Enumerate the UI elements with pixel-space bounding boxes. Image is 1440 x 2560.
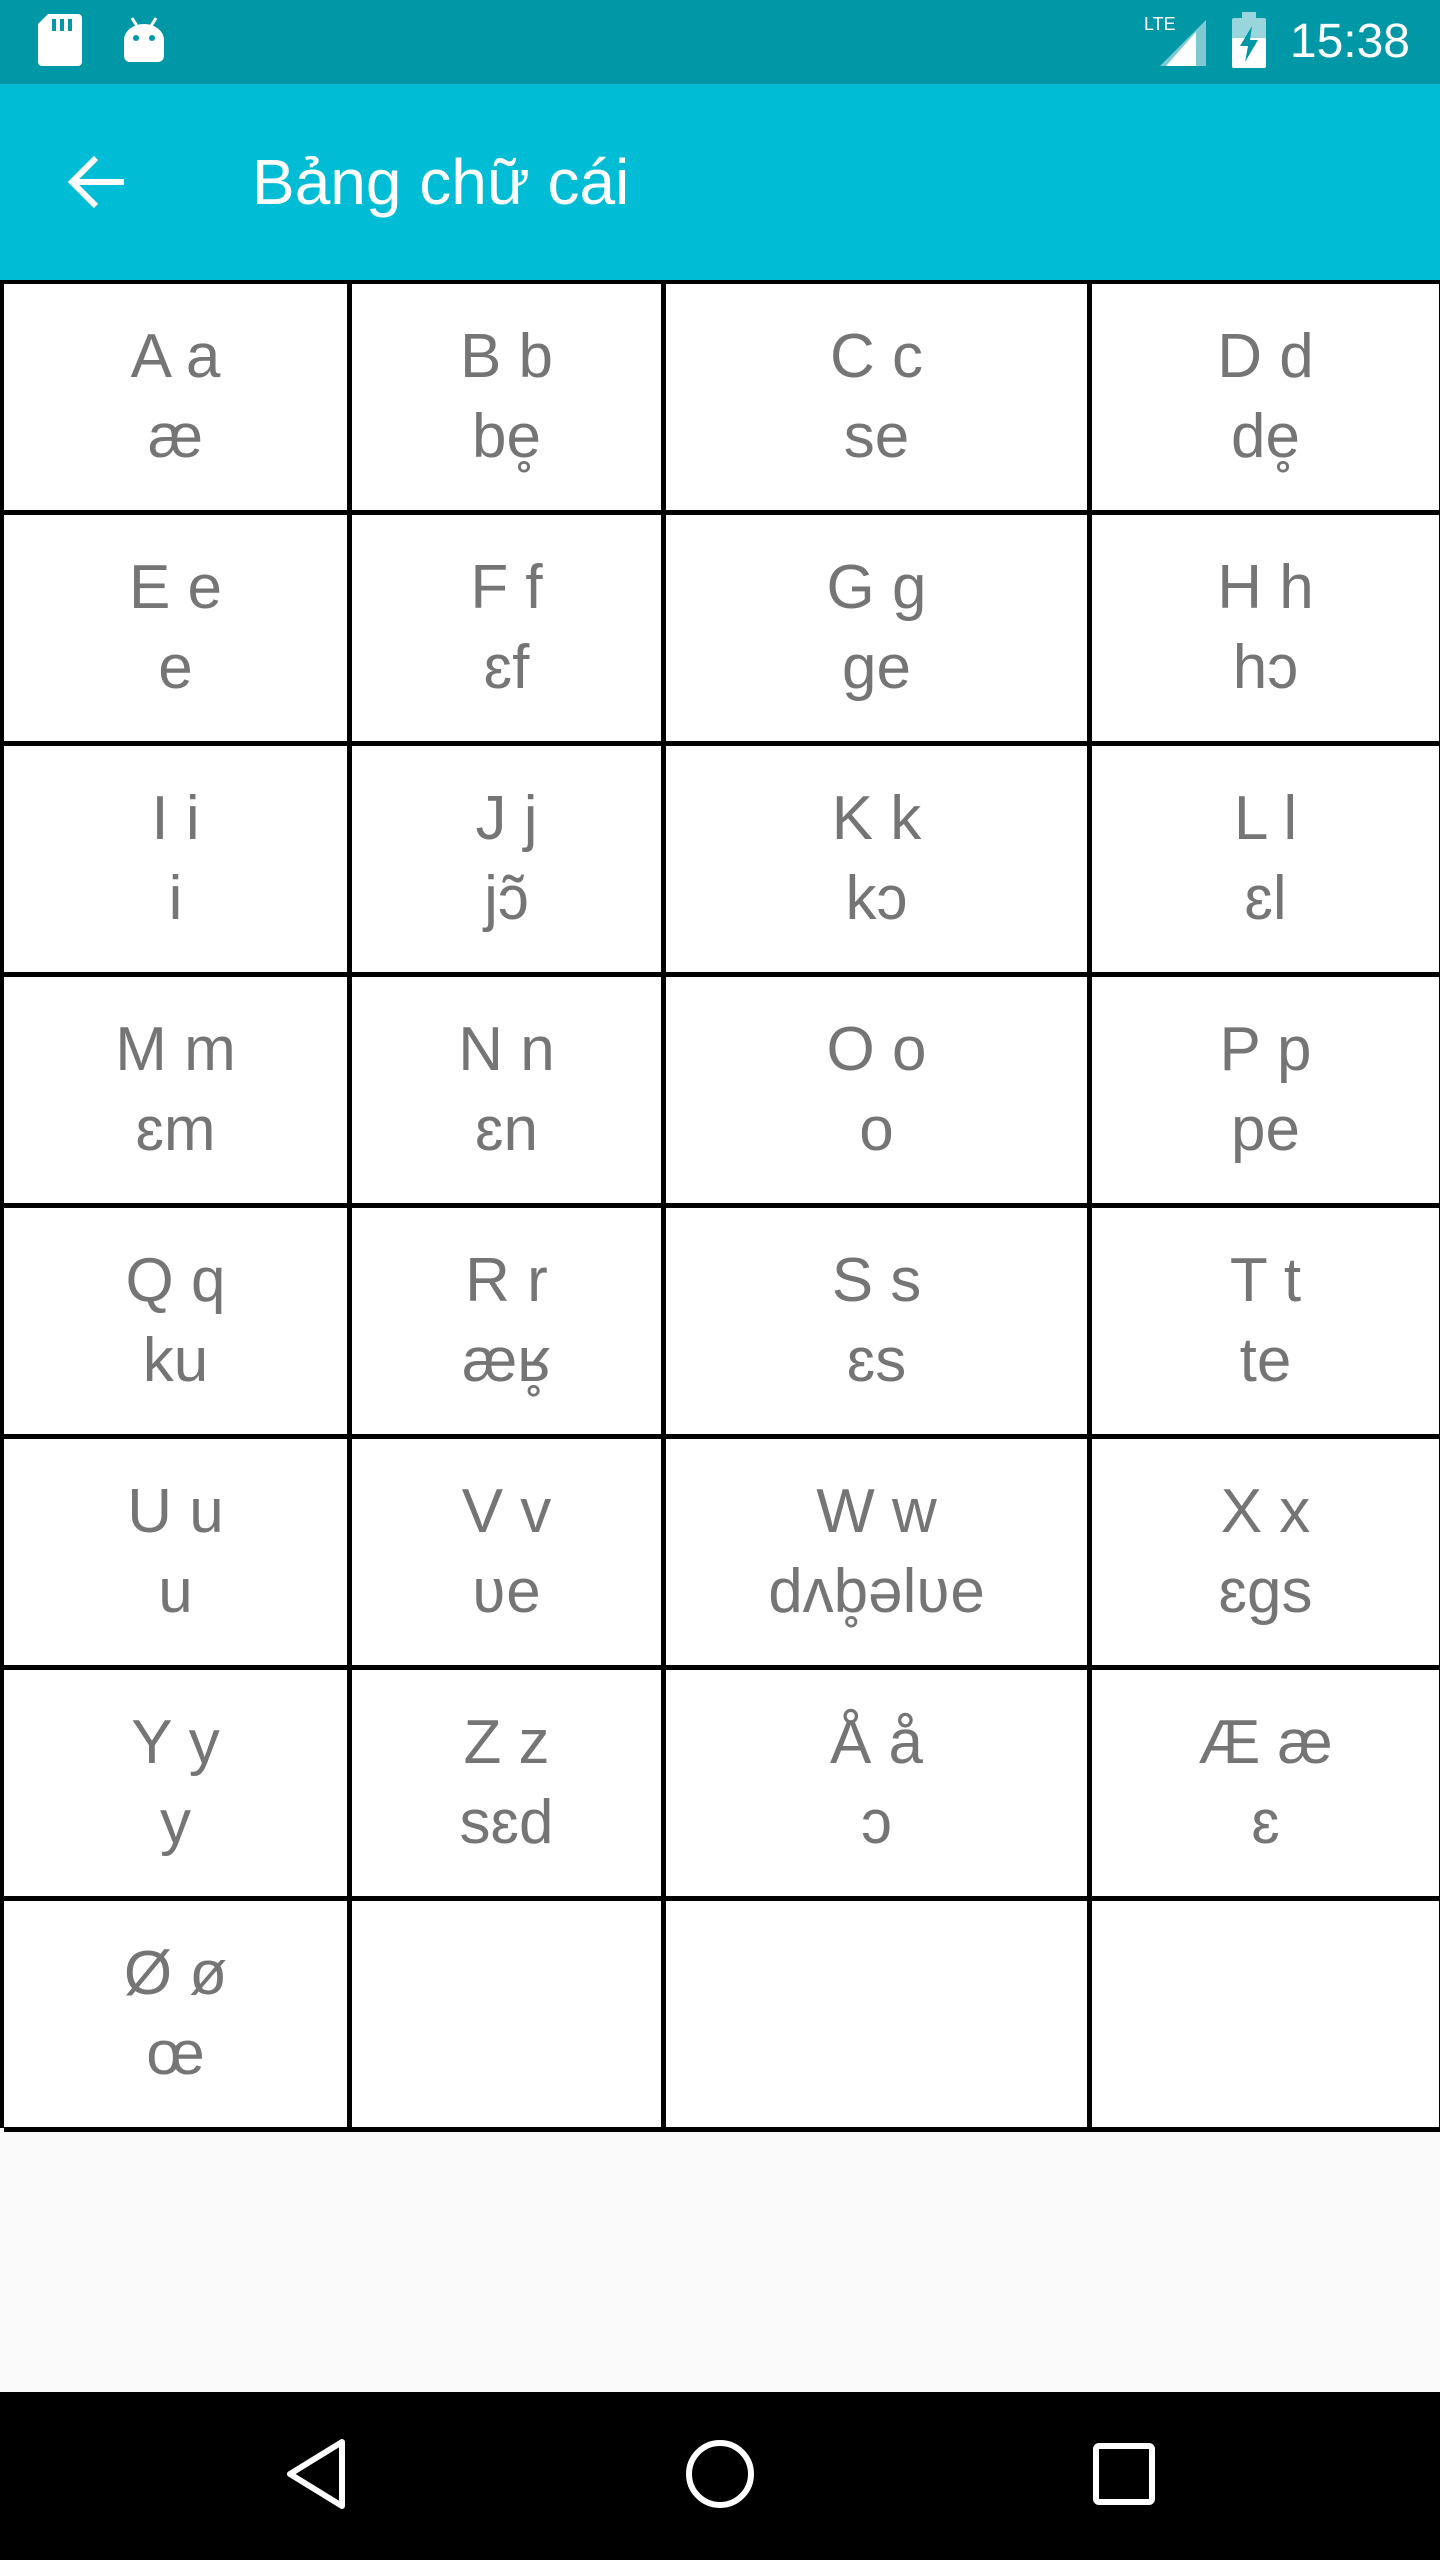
pronunciation-label: o xyxy=(859,1095,894,1164)
page-title: Bảng chữ cái xyxy=(252,146,630,218)
pronunciation-label: æ xyxy=(147,402,204,471)
pronunciation-label: ɛ xyxy=(1251,1788,1280,1857)
letter-cell[interactable] xyxy=(666,746,1092,977)
battery-charging-icon xyxy=(1232,12,1266,73)
pronunciation-label: æʁ̥ xyxy=(462,1326,551,1395)
lte-signal-icon xyxy=(1144,12,1208,73)
status-time: 15:38 xyxy=(1289,15,1410,68)
letter-label: L l xyxy=(1233,784,1298,853)
letter-cell[interactable] xyxy=(4,515,352,746)
letter-label: I i xyxy=(151,784,200,853)
letter-label: O o xyxy=(826,1015,927,1084)
letter-cell[interactable] xyxy=(1092,515,1440,746)
letter-label: M m xyxy=(115,1015,236,1084)
letter-cell[interactable] xyxy=(4,1670,352,1901)
letter-label: E e xyxy=(128,553,223,622)
letter-label: Q q xyxy=(125,1246,226,1315)
letter-label: Å å xyxy=(829,1708,924,1777)
pronunciation-label: jɔ̃ xyxy=(484,864,529,933)
letter-cell[interactable] xyxy=(4,746,352,977)
letter-label: V v xyxy=(461,1477,552,1546)
pronunciation-label: ge xyxy=(842,633,911,702)
letter-cell[interactable] xyxy=(4,977,352,1208)
status-bar xyxy=(0,0,1440,84)
letter-label: G g xyxy=(826,553,927,622)
letter-cell[interactable] xyxy=(352,284,666,515)
letter-cell[interactable] xyxy=(352,746,666,977)
letter-cell[interactable] xyxy=(666,284,1092,515)
recents-square-icon xyxy=(1092,2442,1156,2511)
pronunciation-label: kɔ xyxy=(845,864,908,933)
navigation-bar xyxy=(0,2392,1440,2560)
letter-label: U u xyxy=(127,1477,224,1546)
pronunciation-label: y xyxy=(160,1788,191,1857)
pronunciation-label: ɔ xyxy=(861,1788,892,1857)
nav-back-button[interactable] xyxy=(266,2426,366,2526)
letter-cell[interactable] xyxy=(4,1901,352,2132)
arrow-back-icon xyxy=(66,150,130,219)
letter-label: T t xyxy=(1229,1246,1302,1315)
status-right-icons xyxy=(1144,10,1410,74)
pronunciation-label: ʋe xyxy=(472,1557,541,1626)
nav-home-button[interactable] xyxy=(670,2426,770,2526)
back-triangle-icon xyxy=(284,2438,348,2515)
pronunciation-label: dʌb̥əlʋe xyxy=(768,1557,985,1626)
pronunciation-label: te xyxy=(1239,1326,1292,1395)
letter-cell[interactable] xyxy=(1092,1670,1440,1901)
pronunciation-label: i xyxy=(168,864,183,933)
pronunciation-label: ɛl xyxy=(1244,864,1287,933)
pronunciation-label: se xyxy=(843,402,910,471)
letter-cell[interactable] xyxy=(1092,977,1440,1208)
letter-label: W w xyxy=(816,1477,937,1546)
letter-cell[interactable] xyxy=(666,1208,1092,1439)
letter-cell[interactable] xyxy=(352,1670,666,1901)
letter-label: Z z xyxy=(463,1708,550,1777)
android-icon xyxy=(122,16,166,69)
pronunciation-label: ɛf xyxy=(483,633,530,702)
pronunciation-label: ɛgs xyxy=(1218,1557,1313,1626)
letter-cell[interactable] xyxy=(666,1439,1092,1670)
letter-label: N n xyxy=(458,1015,555,1084)
letter-label: X x xyxy=(1220,1477,1311,1546)
letter-cell[interactable] xyxy=(4,1439,352,1670)
sd-card-icon xyxy=(38,14,82,71)
pronunciation-label: ɛn xyxy=(475,1095,538,1164)
letter-label: Æ æ xyxy=(1198,1708,1333,1777)
home-circle-icon xyxy=(684,2438,756,2515)
pronunciation-label: de̥ xyxy=(1231,402,1300,471)
letter-label: C c xyxy=(830,322,923,391)
pronunciation-label: be̥ xyxy=(472,402,541,471)
letter-label: B b xyxy=(459,322,554,391)
letter-cell[interactable] xyxy=(352,1208,666,1439)
letter-label: D d xyxy=(1217,322,1314,391)
pronunciation-label: pe xyxy=(1231,1095,1300,1164)
empty-cell xyxy=(352,1901,666,2132)
letter-label: J j xyxy=(475,784,538,853)
pronunciation-label: ku xyxy=(142,1326,209,1395)
empty-cell xyxy=(666,1901,1092,2132)
letter-cell[interactable] xyxy=(666,977,1092,1208)
letter-cell[interactable] xyxy=(1092,1208,1440,1439)
network-type-label: LTE xyxy=(1143,13,1176,34)
letter-label: F f xyxy=(470,553,543,622)
letter-cell[interactable] xyxy=(4,284,352,515)
letter-label: Ø ø xyxy=(123,1939,228,2008)
status-left-icons xyxy=(38,14,166,71)
letter-cell[interactable] xyxy=(352,1439,666,1670)
letter-label: A a xyxy=(130,322,221,391)
letter-label: Y y xyxy=(131,1708,220,1777)
letter-cell[interactable] xyxy=(666,515,1092,746)
pronunciation-label: sɛd xyxy=(459,1788,554,1857)
pronunciation-label: ɛs xyxy=(846,1326,907,1395)
app-bar xyxy=(0,84,1440,280)
letter-cell[interactable] xyxy=(1092,746,1440,977)
back-button[interactable] xyxy=(50,136,146,232)
letter-cell[interactable] xyxy=(352,515,666,746)
pronunciation-label: u xyxy=(158,1557,193,1626)
letter-label: H h xyxy=(1217,553,1314,622)
letter-label: P p xyxy=(1219,1015,1312,1084)
letter-label: S s xyxy=(831,1246,922,1315)
pronunciation-label: ɛm xyxy=(135,1095,216,1164)
empty-cell xyxy=(1092,1901,1440,2132)
letter-cell[interactable] xyxy=(4,1208,352,1439)
nav-recents-button[interactable] xyxy=(1074,2426,1174,2526)
letter-cell[interactable] xyxy=(1092,284,1440,515)
letter-cell[interactable] xyxy=(352,977,666,1208)
pronunciation-label: œ xyxy=(146,2019,205,2088)
letter-cell[interactable] xyxy=(666,1670,1092,1901)
pronunciation-label: e xyxy=(158,633,193,702)
pronunciation-label: hɔ xyxy=(1232,633,1299,702)
letter-cell[interactable] xyxy=(1092,1439,1440,1670)
letter-label: K k xyxy=(831,784,922,853)
alphabet-grid xyxy=(0,280,1440,2128)
letter-label: R r xyxy=(465,1246,548,1315)
